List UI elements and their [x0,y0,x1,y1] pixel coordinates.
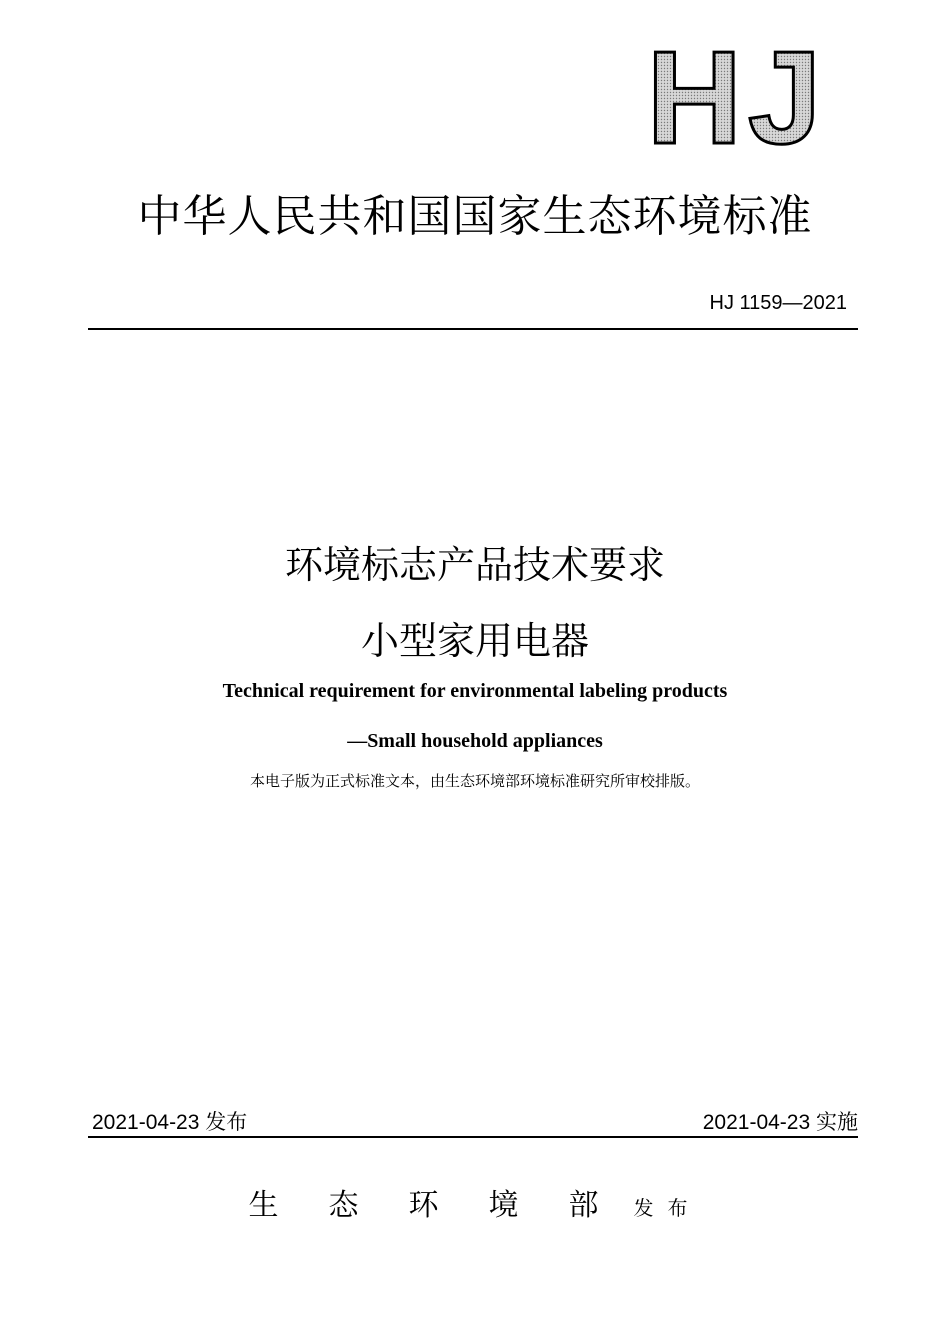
title-zh-line1: 环境标志产品技术要求 [284,543,665,587]
issuer [0,1180,950,1224]
issue-date: 2021-04-23 发布 [92,1111,248,1134]
top-divider [88,328,858,330]
edition-note: 本电子版为正式标准文本，由生态环境部环境标准研究所审校排版。 [249,772,700,790]
title-zh-line2: 小型家用电器 [360,619,589,663]
title-en-line2: —Small household appliances [347,730,603,752]
issuer-name: 生态环境部 [248,1188,649,1223]
title-en-line1: Technical requirement for environmental labeling products [222,680,728,702]
hj-logo-text: HJ [646,46,828,148]
standard-category: 中华人民共和国国家生态环境标准 [137,191,813,242]
standard-number: HJ 1159—2021 [709,292,847,314]
hj-logo [642,46,832,148]
bottom-divider [88,1136,858,1138]
implement-date: 2021-04-23 实施 [702,1111,858,1134]
issuer-suffix: 发布 [633,1196,702,1220]
